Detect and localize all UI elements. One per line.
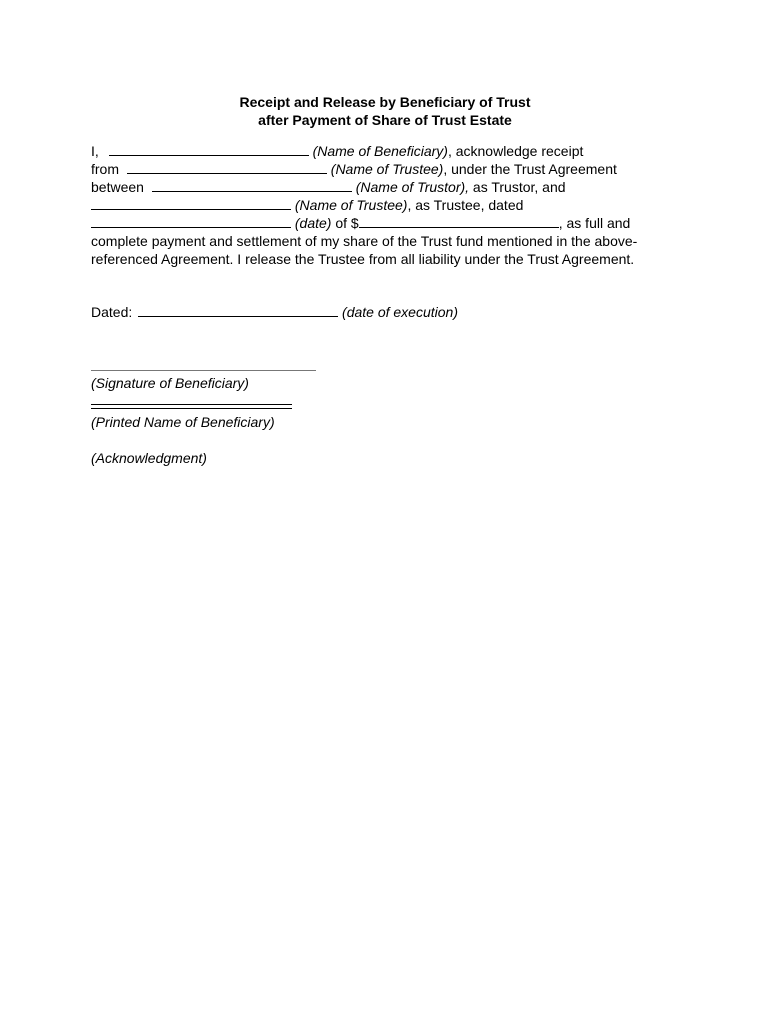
- dated-label: Dated:: [91, 304, 133, 320]
- document-title: [0, 93, 770, 129]
- printed-name-line[interactable]: [91, 408, 292, 409]
- title-line-2: after Payment of Share of Trust Estate: [258, 112, 512, 128]
- acknowledgment-label: (Acknowledgment): [91, 450, 207, 466]
- paragraph-line-5: [91, 214, 651, 232]
- date-hint: (date): [294, 215, 332, 231]
- printed-name-label: (Printed Name of Beneficiary): [91, 414, 275, 430]
- amount-blank[interactable]: [359, 214, 559, 228]
- line4-suffix: , as Trustee, dated: [407, 197, 524, 213]
- line2-prefix: from: [91, 161, 119, 177]
- beneficiary-name-blank[interactable]: [109, 142, 309, 156]
- trustor-name-hint: (Name of Trustor),: [355, 179, 470, 195]
- date-blank[interactable]: [91, 214, 291, 228]
- paragraph-line-3: [91, 178, 651, 196]
- dated-row: [91, 303, 458, 321]
- beneficiary-name-hint: (Name of Beneficiary): [312, 143, 448, 159]
- trustee-name-blank-2[interactable]: [91, 196, 291, 210]
- execution-date-hint: (date of execution): [342, 304, 458, 320]
- execution-date-blank[interactable]: [138, 303, 338, 317]
- paragraph-remainder: complete payment and settlement of my share of the Trust fund mentioned in the above-referenced Agreement. I release the Trustee from all liability under the Trust Agreement.: [91, 233, 638, 267]
- signature-label: (Signature of Beneficiary): [91, 375, 249, 391]
- title-line-1: Receipt and Release by Beneficiary of Trust: [239, 94, 531, 110]
- paragraph-line-2: [91, 160, 651, 178]
- trustee-name-blank[interactable]: [127, 160, 327, 174]
- line3-prefix: between: [91, 179, 144, 195]
- paragraph-line-1: [91, 142, 651, 160]
- trustor-name-blank[interactable]: [152, 178, 352, 192]
- trustee-name-hint-2: (Name of Trustee): [294, 197, 408, 213]
- line1-suffix: , acknowledge receipt: [447, 143, 584, 159]
- trustee-name-hint: (Name of Trustee): [330, 161, 444, 177]
- line2-suffix: , under the Trust Agreement: [443, 161, 617, 177]
- printed-name-line-upper: [91, 404, 292, 405]
- line5-mid: of $: [331, 215, 359, 231]
- paragraph-line-4: [91, 196, 651, 214]
- line1-prefix: I,: [91, 143, 99, 159]
- line3-suffix: as Trustor, and: [469, 179, 566, 195]
- release-paragraph: [91, 142, 651, 268]
- line5-suffix: , as full and: [558, 215, 631, 231]
- signature-line[interactable]: [91, 370, 316, 371]
